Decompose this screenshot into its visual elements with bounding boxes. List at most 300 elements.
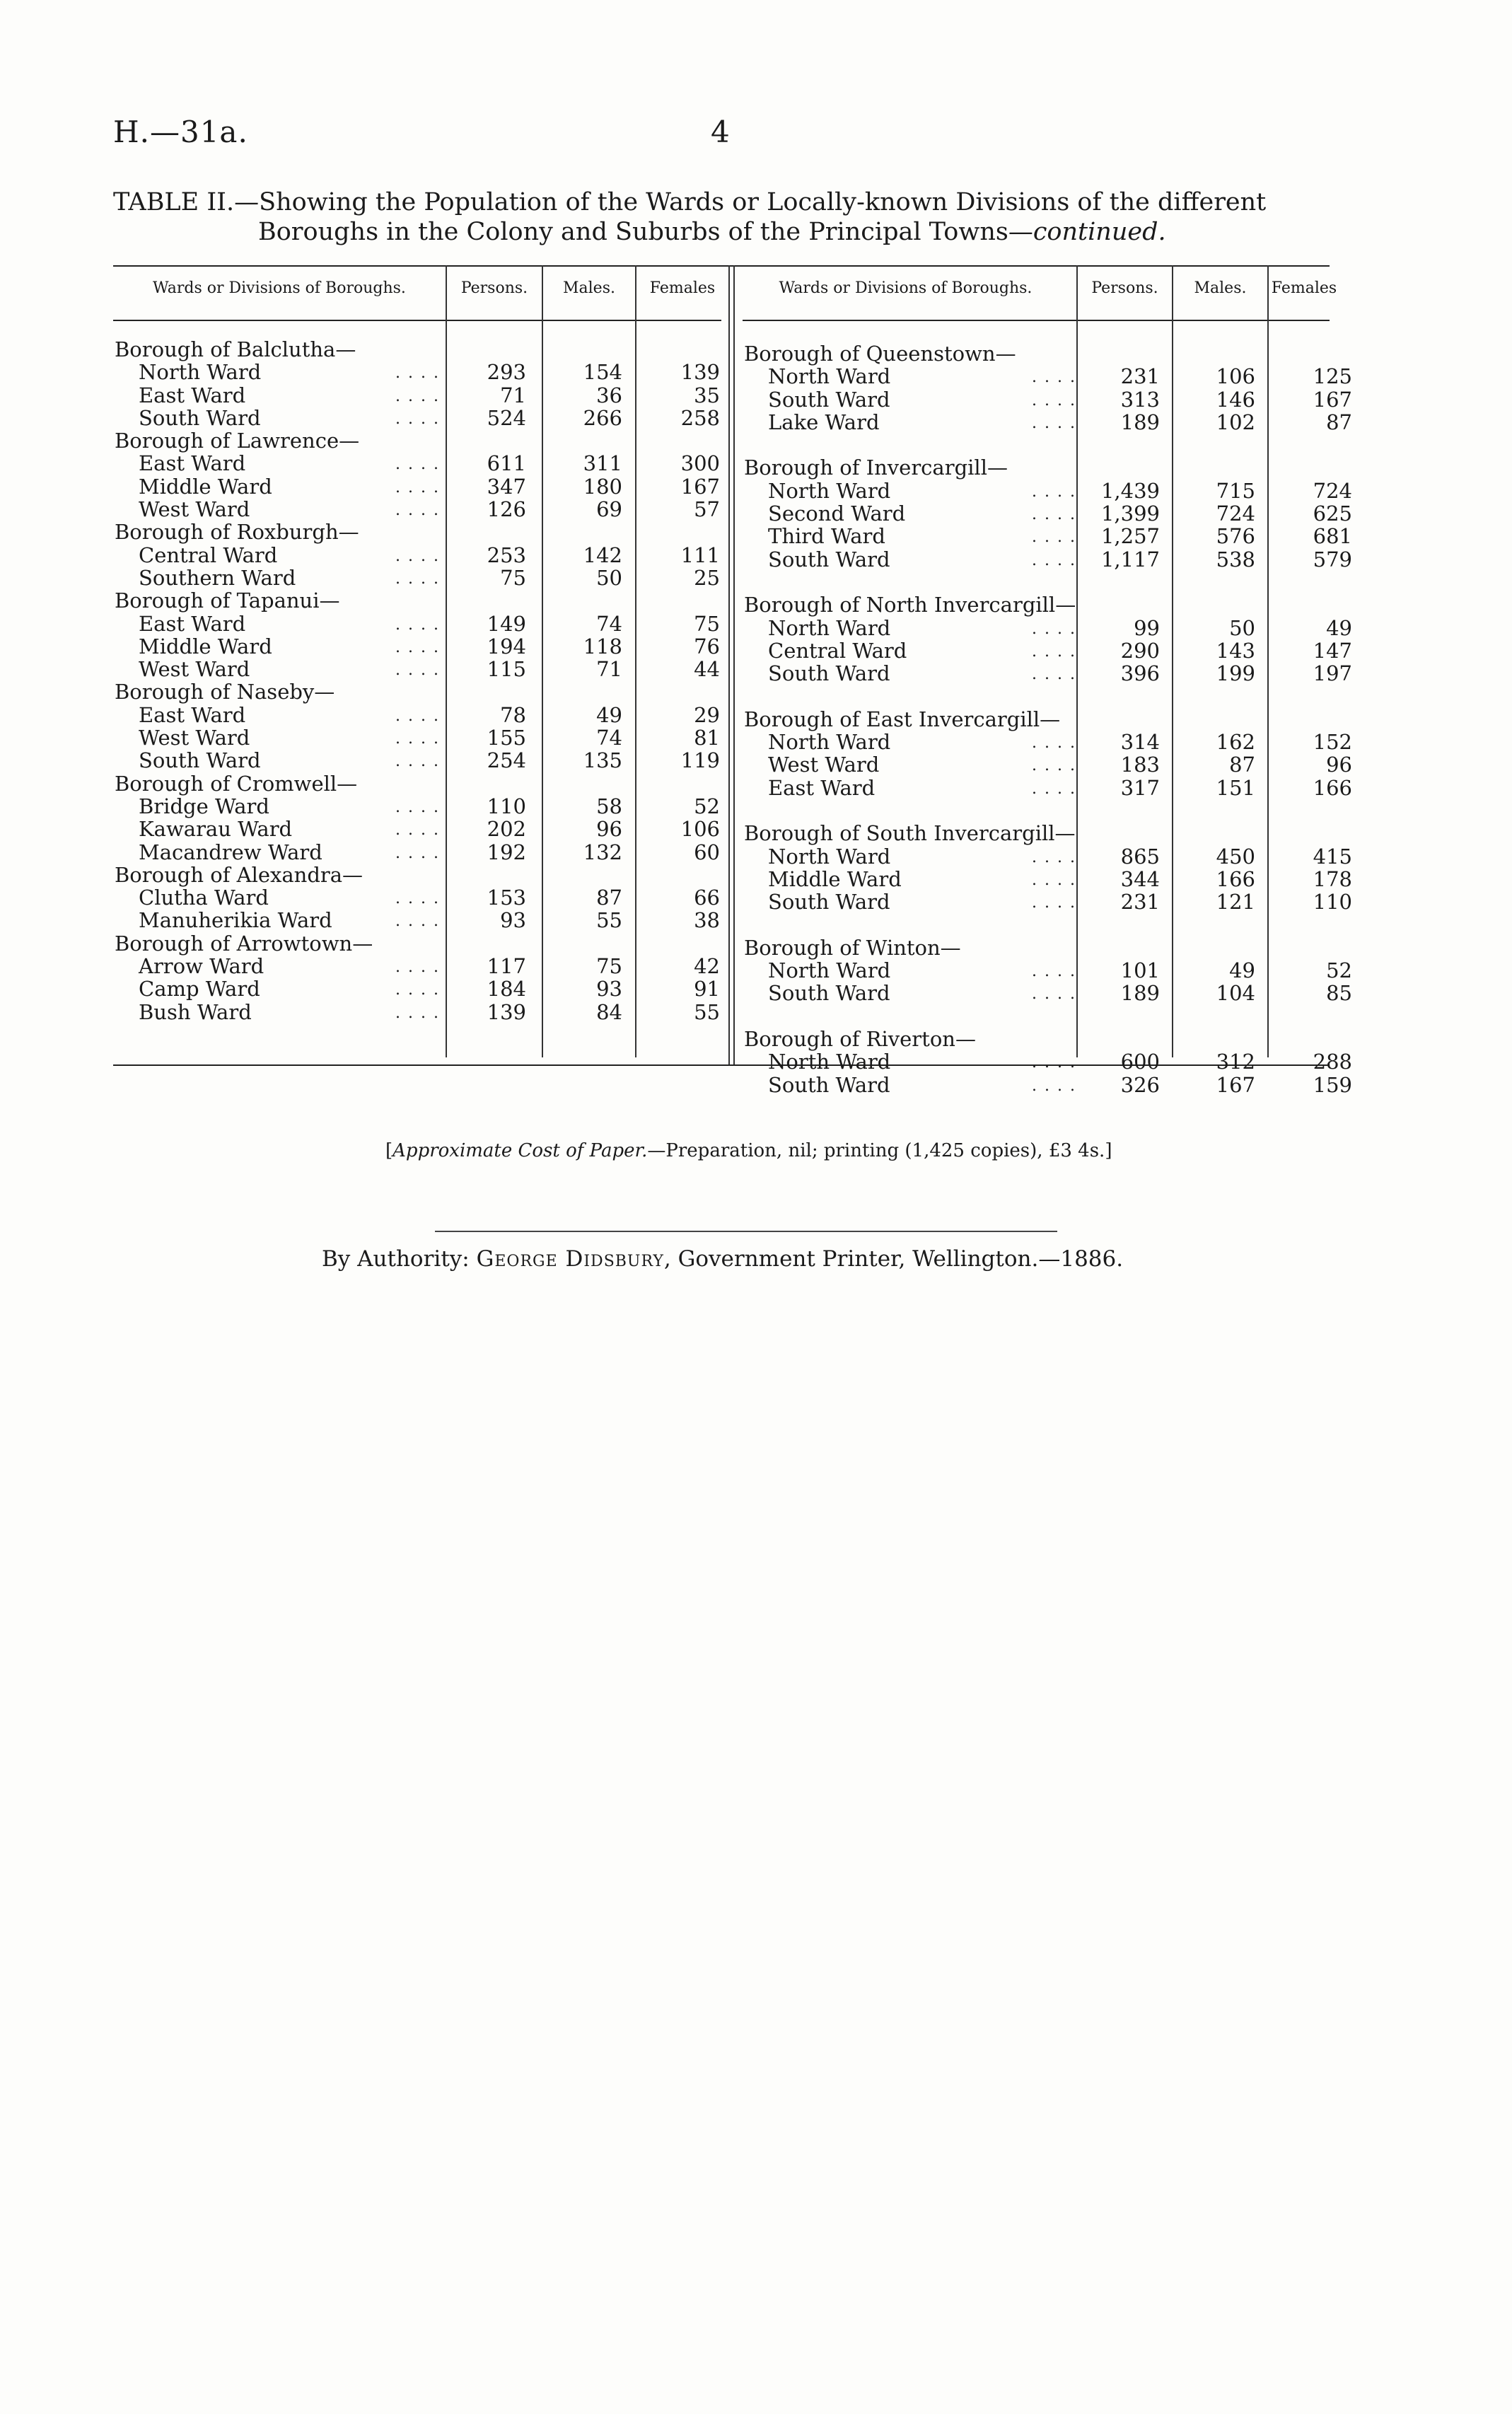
- persons-cell: [1078, 456, 1160, 479]
- males-cell: [1173, 799, 1255, 822]
- persons-cell: 183: [1120, 753, 1160, 777]
- females-cell: 288: [1313, 1050, 1352, 1074]
- persons-cell: 126: [487, 497, 526, 522]
- males-cell: [1173, 822, 1255, 845]
- males-cell: 49: [1229, 958, 1255, 983]
- females-cell: 42: [694, 954, 720, 979]
- males-cell: [543, 772, 622, 795]
- males-cell: 75: [596, 954, 622, 979]
- ward-name: Bridge Ward . . . .: [139, 794, 440, 818]
- males-cell: 49: [596, 702, 622, 727]
- persons-cell: 192: [487, 840, 526, 864]
- row-gap: [744, 799, 1076, 822]
- authority-suffix: , Government Printer, Wellington.—1886.: [663, 1246, 1124, 1272]
- persons-cell: 75: [500, 565, 526, 590]
- males-cell: 36: [596, 383, 622, 407]
- ward-name: South Ward . . . .: [768, 387, 1076, 412]
- table-title: [113, 187, 1330, 247]
- females-cell: [1269, 434, 1352, 456]
- males-cell: 166: [1216, 866, 1255, 891]
- ward-name: West Ward . . . .: [768, 753, 1076, 777]
- persons-cell: [1078, 822, 1160, 845]
- left-persons-column: [447, 338, 526, 1023]
- dot-leader: . . . .: [1032, 963, 1076, 981]
- ward-name: Manuherikia Ward . . . .: [139, 908, 440, 933]
- females-cell: 60: [694, 840, 720, 864]
- males-cell: 146: [1216, 387, 1255, 412]
- ward-name: West Ward . . . .: [139, 497, 440, 522]
- females-cell: 147: [1313, 638, 1352, 663]
- males-cell: [1173, 593, 1255, 616]
- males-cell: 50: [596, 565, 622, 590]
- ward-name: West Ward . . . .: [139, 726, 440, 750]
- persons-cell: 344: [1120, 866, 1160, 891]
- females-cell: [636, 932, 720, 955]
- persons-cell: [1078, 342, 1160, 365]
- males-cell: [1173, 913, 1255, 936]
- ward-name: North Ward . . . .: [768, 1050, 1076, 1074]
- ward-name: South Ward . . . .: [139, 748, 440, 773]
- males-cell: 715: [1216, 478, 1255, 503]
- authority-line: [322, 1246, 1123, 1272]
- row-gap: [744, 913, 1076, 936]
- males-cell: 266: [583, 405, 622, 430]
- header-males-right: Males.: [1194, 279, 1247, 297]
- females-cell: 66: [694, 886, 720, 910]
- header-females-right: Females: [1271, 279, 1337, 297]
- males-cell: 87: [1229, 753, 1255, 777]
- dot-leader: . . . .: [1032, 871, 1076, 889]
- persons-cell: 326: [1120, 1072, 1160, 1097]
- males-cell: [543, 932, 622, 955]
- dot-leader: . . . .: [1032, 1077, 1076, 1095]
- females-cell: 152: [1313, 730, 1352, 755]
- females-cell: 106: [680, 817, 720, 842]
- dot-leader: . . . .: [395, 387, 440, 405]
- males-cell: 143: [1216, 638, 1255, 663]
- persons-cell: [447, 680, 526, 703]
- persons-cell: 347: [487, 474, 526, 499]
- males-cell: 538: [1216, 547, 1255, 571]
- ward-name: North Ward . . . .: [768, 730, 1076, 755]
- ward-name: East Ward . . . .: [768, 775, 1076, 800]
- ward-name: Third Ward . . . .: [768, 524, 1076, 549]
- borough-heading: Borough of Riverton—: [744, 1026, 976, 1051]
- borough-heading: Borough of Balclutha—: [115, 337, 356, 361]
- borough-heading: Borough of Naseby—: [115, 680, 335, 704]
- females-cell: [1269, 1028, 1352, 1050]
- right-males-column: [1173, 342, 1255, 1096]
- persons-cell: [447, 338, 526, 361]
- females-cell: [1269, 822, 1352, 845]
- header-females-left: Females: [649, 279, 716, 297]
- males-cell: 312: [1216, 1050, 1255, 1074]
- authority-prefix: By Authority:: [322, 1246, 477, 1272]
- left-names-column: [115, 338, 440, 1023]
- dot-leader: . . . .: [1032, 414, 1076, 432]
- females-cell: 52: [694, 794, 720, 818]
- males-cell: 199: [1216, 661, 1255, 686]
- females-cell: 29: [694, 702, 720, 727]
- persons-cell: 254: [487, 748, 526, 773]
- ward-name: Second Ward . . . .: [768, 501, 1076, 526]
- males-cell: 87: [596, 886, 622, 910]
- persons-cell: [1078, 799, 1160, 822]
- males-cell: 106: [1216, 364, 1255, 389]
- persons-cell: [447, 521, 526, 543]
- dot-leader: . . . .: [1032, 506, 1076, 524]
- header-name-left: Wards or Divisions of Boroughs.: [153, 279, 406, 297]
- persons-cell: 71: [500, 383, 526, 407]
- females-cell: [636, 772, 720, 795]
- persons-cell: [1078, 708, 1160, 731]
- males-cell: 71: [596, 657, 622, 682]
- ward-name: South Ward . . . .: [768, 661, 1076, 686]
- males-cell: [543, 864, 622, 886]
- persons-cell: [447, 864, 526, 886]
- title-line-1: TABLE II.—Showing the Population of the Wards or Locally-known Divisions of the different: [113, 188, 1267, 216]
- persons-cell: 99: [1134, 615, 1160, 640]
- dot-leader: . . . .: [1032, 734, 1076, 753]
- males-cell: 162: [1216, 730, 1255, 755]
- females-cell: [636, 864, 720, 886]
- ward-name: North Ward . . . .: [768, 844, 1076, 869]
- ward-name: South Ward . . . .: [768, 547, 1076, 571]
- dot-leader: . . . .: [395, 798, 440, 816]
- females-cell: 119: [680, 748, 720, 773]
- borough-heading: Borough of Winton—: [744, 935, 961, 960]
- males-cell: 69: [596, 497, 622, 522]
- persons-cell: [1078, 1005, 1160, 1028]
- dot-leader: . . . .: [395, 569, 440, 588]
- persons-cell: [1078, 434, 1160, 456]
- dot-leader: . . . .: [395, 478, 440, 497]
- dot-leader: . . . .: [395, 364, 440, 383]
- dot-leader: . . . .: [395, 638, 440, 656]
- males-cell: [543, 680, 622, 703]
- females-cell: 258: [680, 405, 720, 430]
- persons-cell: 314: [1120, 730, 1160, 755]
- dot-leader: . . . .: [1032, 528, 1076, 547]
- borough-heading: Borough of Arrowtown—: [115, 931, 373, 956]
- borough-heading: Borough of Tapanui—: [115, 588, 340, 613]
- signature-rule: [435, 1231, 1057, 1232]
- ward-name: Arrow Ward . . . .: [139, 954, 440, 979]
- females-cell: 87: [1326, 410, 1352, 434]
- females-cell: 159: [1313, 1072, 1352, 1097]
- females-cell: [1269, 1005, 1352, 1028]
- persons-cell: [1078, 936, 1160, 959]
- dot-leader: . . . .: [1032, 666, 1076, 684]
- females-cell: 681: [1313, 524, 1352, 549]
- females-cell: 579: [1313, 547, 1352, 571]
- dot-leader: . . . .: [395, 410, 440, 428]
- borough-heading: Borough of Roxburgh—: [115, 520, 359, 545]
- females-cell: 166: [1313, 775, 1352, 800]
- dot-leader: . . . .: [395, 730, 440, 748]
- males-cell: 74: [596, 726, 622, 750]
- males-cell: 84: [596, 999, 622, 1024]
- persons-cell: 524: [487, 405, 526, 430]
- persons-cell: 184: [487, 977, 526, 1002]
- persons-cell: [1078, 571, 1160, 593]
- borough-heading: Borough of Invercargill—: [744, 455, 1008, 480]
- persons-cell: 78: [500, 702, 526, 727]
- females-cell: [1269, 799, 1352, 822]
- females-cell: 49: [1326, 615, 1352, 640]
- males-cell: 96: [596, 817, 622, 842]
- males-cell: [1173, 708, 1255, 731]
- dot-leader: . . . .: [1032, 1054, 1076, 1072]
- persons-cell: [1078, 1028, 1160, 1050]
- dot-leader: . . . .: [1032, 848, 1076, 866]
- table-top-rule: [113, 265, 1330, 267]
- header-males-left: Males.: [563, 279, 615, 297]
- males-cell: 154: [583, 360, 622, 385]
- ward-name: East Ward . . . .: [139, 451, 440, 476]
- males-cell: 151: [1216, 775, 1255, 800]
- females-cell: 415: [1313, 844, 1352, 869]
- ward-name: Central Ward . . . .: [139, 542, 440, 567]
- persons-cell: 155: [487, 726, 526, 750]
- ward-name: North Ward . . . .: [768, 478, 1076, 503]
- dot-leader: . . . .: [1032, 482, 1076, 501]
- dot-leader: . . . .: [395, 615, 440, 634]
- males-cell: 55: [596, 908, 622, 933]
- males-cell: 93: [596, 977, 622, 1002]
- males-cell: 132: [583, 840, 622, 864]
- ward-name: Middle Ward . . . .: [139, 474, 440, 499]
- females-cell: 724: [1313, 478, 1352, 503]
- dot-leader: . . . .: [395, 455, 440, 474]
- males-cell: [1173, 571, 1255, 593]
- dot-leader: . . . .: [1032, 551, 1076, 569]
- borough-heading: Borough of Cromwell—: [115, 771, 358, 796]
- dot-leader: . . . .: [395, 501, 440, 520]
- printer-name: George Didsbury: [476, 1246, 664, 1272]
- ward-name: Southern Ward . . . .: [139, 565, 440, 590]
- males-cell: 311: [583, 451, 622, 476]
- dot-leader: . . . .: [395, 981, 440, 999]
- persons-cell: 110: [487, 794, 526, 818]
- dot-leader: . . . .: [395, 890, 440, 908]
- ward-name: Camp Ward . . . .: [139, 977, 440, 1002]
- females-cell: 300: [680, 451, 720, 476]
- double-divider: [728, 265, 730, 1064]
- borough-heading: Borough of East Invercargill—: [744, 707, 1061, 731]
- ward-name: South Ward . . . .: [768, 1072, 1076, 1097]
- ward-name: East Ward . . . .: [139, 383, 440, 407]
- persons-cell: 253: [487, 542, 526, 567]
- females-cell: [1269, 342, 1352, 365]
- males-cell: 102: [1216, 410, 1255, 434]
- dot-leader: . . . .: [395, 912, 440, 931]
- females-cell: [1269, 593, 1352, 616]
- persons-cell: 93: [500, 908, 526, 933]
- ward-name: East Ward . . . .: [139, 702, 440, 727]
- page-number: 4: [711, 115, 730, 149]
- dot-leader: . . . .: [1032, 779, 1076, 798]
- males-cell: 576: [1216, 524, 1255, 549]
- males-cell: 167: [1216, 1072, 1255, 1097]
- females-cell: 125: [1313, 364, 1352, 389]
- females-cell: 44: [694, 657, 720, 682]
- dot-leader: . . . .: [1032, 985, 1076, 1004]
- females-cell: [1269, 685, 1352, 707]
- borough-heading: Borough of Alexandra—: [115, 862, 364, 887]
- persons-cell: [447, 429, 526, 452]
- persons-cell: 189: [1120, 410, 1160, 434]
- persons-cell: [447, 772, 526, 795]
- header-persons-right: Persons.: [1091, 279, 1158, 297]
- title-line-2: [113, 217, 1330, 247]
- persons-cell: 231: [1120, 890, 1160, 915]
- doc-code: H.—31a.: [113, 115, 248, 149]
- persons-cell: 293: [487, 360, 526, 385]
- persons-cell: 153: [487, 886, 526, 910]
- persons-cell: 313: [1120, 387, 1160, 412]
- header-persons-left: Persons.: [460, 279, 528, 297]
- ward-name: Clutha Ward . . . .: [139, 886, 440, 910]
- persons-cell: 600: [1120, 1050, 1160, 1074]
- persons-cell: 611: [487, 451, 526, 476]
- dot-leader: . . . .: [395, 821, 440, 840]
- males-cell: 121: [1216, 890, 1255, 915]
- ward-name: North Ward . . . .: [768, 364, 1076, 389]
- males-cell: 118: [583, 634, 622, 658]
- row-gap: [744, 571, 1076, 593]
- right-persons-column: [1078, 342, 1160, 1096]
- males-cell: [1173, 342, 1255, 365]
- persons-cell: 396: [1120, 661, 1160, 686]
- males-cell: [1173, 434, 1255, 456]
- females-cell: 167: [1313, 387, 1352, 412]
- persons-cell: 231: [1120, 364, 1160, 389]
- dot-leader: . . . .: [395, 1004, 440, 1022]
- persons-cell: 1,439: [1100, 478, 1160, 503]
- borough-heading: Borough of Lawrence—: [115, 429, 360, 453]
- double-divider: [733, 265, 735, 1064]
- dot-leader: . . . .: [395, 753, 440, 771]
- ward-name: Macandrew Ward . . . .: [139, 840, 440, 864]
- header-name-right: Wards or Divisions of Boroughs.: [779, 279, 1033, 297]
- males-cell: 180: [583, 474, 622, 499]
- females-cell: 75: [694, 611, 720, 636]
- ward-name: West Ward . . . .: [139, 657, 440, 682]
- left-males-column: [543, 338, 622, 1023]
- females-cell: [1269, 708, 1352, 731]
- females-cell: 85: [1326, 981, 1352, 1006]
- females-cell: 167: [680, 474, 720, 499]
- borough-heading: Borough of North Invercargill—: [744, 593, 1076, 617]
- females-cell: [1269, 571, 1352, 593]
- males-cell: 58: [596, 794, 622, 818]
- dot-leader: . . . .: [1032, 894, 1076, 912]
- females-cell: 35: [694, 383, 720, 407]
- females-cell: [636, 680, 720, 703]
- title-continued: continued.: [1033, 218, 1166, 246]
- females-cell: 197: [1313, 661, 1352, 686]
- dot-leader: . . . .: [1032, 620, 1076, 638]
- females-cell: 81: [694, 726, 720, 750]
- females-cell: [636, 521, 720, 543]
- females-cell: 76: [694, 634, 720, 658]
- females-cell: [636, 429, 720, 452]
- males-cell: 135: [583, 748, 622, 773]
- persons-cell: 1,117: [1100, 547, 1160, 571]
- header-bottom-rule-right: [743, 320, 1330, 321]
- dot-leader: . . . .: [395, 547, 440, 565]
- borough-heading: Borough of Queenstown—: [744, 342, 1016, 366]
- cost-note-rest: —Preparation, nil; printing (1,425 copies), £3 4s.]: [647, 1140, 1112, 1161]
- females-cell: 55: [694, 999, 720, 1024]
- ward-name: North Ward . . . .: [768, 958, 1076, 983]
- females-cell: [636, 338, 720, 361]
- males-cell: [543, 429, 622, 452]
- dot-leader: . . . .: [395, 958, 440, 977]
- persons-cell: 290: [1120, 638, 1160, 663]
- ward-name: North Ward . . . .: [139, 360, 440, 385]
- males-cell: [1173, 685, 1255, 707]
- ward-name: South Ward . . . .: [768, 981, 1076, 1006]
- males-cell: [543, 338, 622, 361]
- males-cell: [1173, 1005, 1255, 1028]
- persons-cell: 194: [487, 634, 526, 658]
- males-cell: [1173, 456, 1255, 479]
- ward-name: Middle Ward . . . .: [768, 866, 1076, 891]
- males-cell: [1173, 936, 1255, 959]
- females-cell: 625: [1313, 501, 1352, 526]
- persons-cell: 115: [487, 657, 526, 682]
- persons-cell: 149: [487, 611, 526, 636]
- females-cell: 57: [694, 497, 720, 522]
- cost-note-bracket: [: [385, 1140, 393, 1161]
- males-cell: [543, 589, 622, 612]
- cost-note-italic: Approximate Cost of Paper.: [392, 1140, 648, 1161]
- persons-cell: [447, 932, 526, 955]
- females-cell: [1269, 456, 1352, 479]
- right-names-column: [744, 342, 1076, 1096]
- header-bottom-rule: [113, 320, 721, 321]
- title-line-2-text: Boroughs in the Colony and Suburbs of the Principal Towns—: [258, 218, 1033, 246]
- persons-cell: 1,399: [1100, 501, 1160, 526]
- borough-heading: Borough of South Invercargill—: [744, 821, 1076, 846]
- males-cell: 724: [1216, 501, 1255, 526]
- dot-leader: . . . .: [1032, 369, 1076, 387]
- persons-cell: [1078, 685, 1160, 707]
- right-females-column: [1269, 342, 1352, 1096]
- females-cell: 52: [1326, 958, 1352, 983]
- ward-name: East Ward . . . .: [139, 611, 440, 636]
- row-gap: [744, 434, 1076, 456]
- persons-cell: [1078, 913, 1160, 936]
- males-cell: 50: [1229, 615, 1255, 640]
- persons-cell: 1,257: [1100, 524, 1160, 549]
- persons-cell: 139: [487, 999, 526, 1024]
- dot-leader: . . . .: [1032, 642, 1076, 661]
- females-cell: [1269, 936, 1352, 959]
- persons-cell: 189: [1120, 981, 1160, 1006]
- females-cell: 110: [1313, 890, 1352, 915]
- males-cell: [1173, 1028, 1255, 1050]
- ward-name: North Ward . . . .: [768, 615, 1076, 640]
- females-cell: [1269, 913, 1352, 936]
- persons-cell: 117: [487, 954, 526, 979]
- dot-leader: . . . .: [1032, 391, 1076, 410]
- row-gap: [744, 685, 1076, 707]
- dot-leader: . . . .: [395, 661, 440, 680]
- cost-note: [385, 1140, 1112, 1161]
